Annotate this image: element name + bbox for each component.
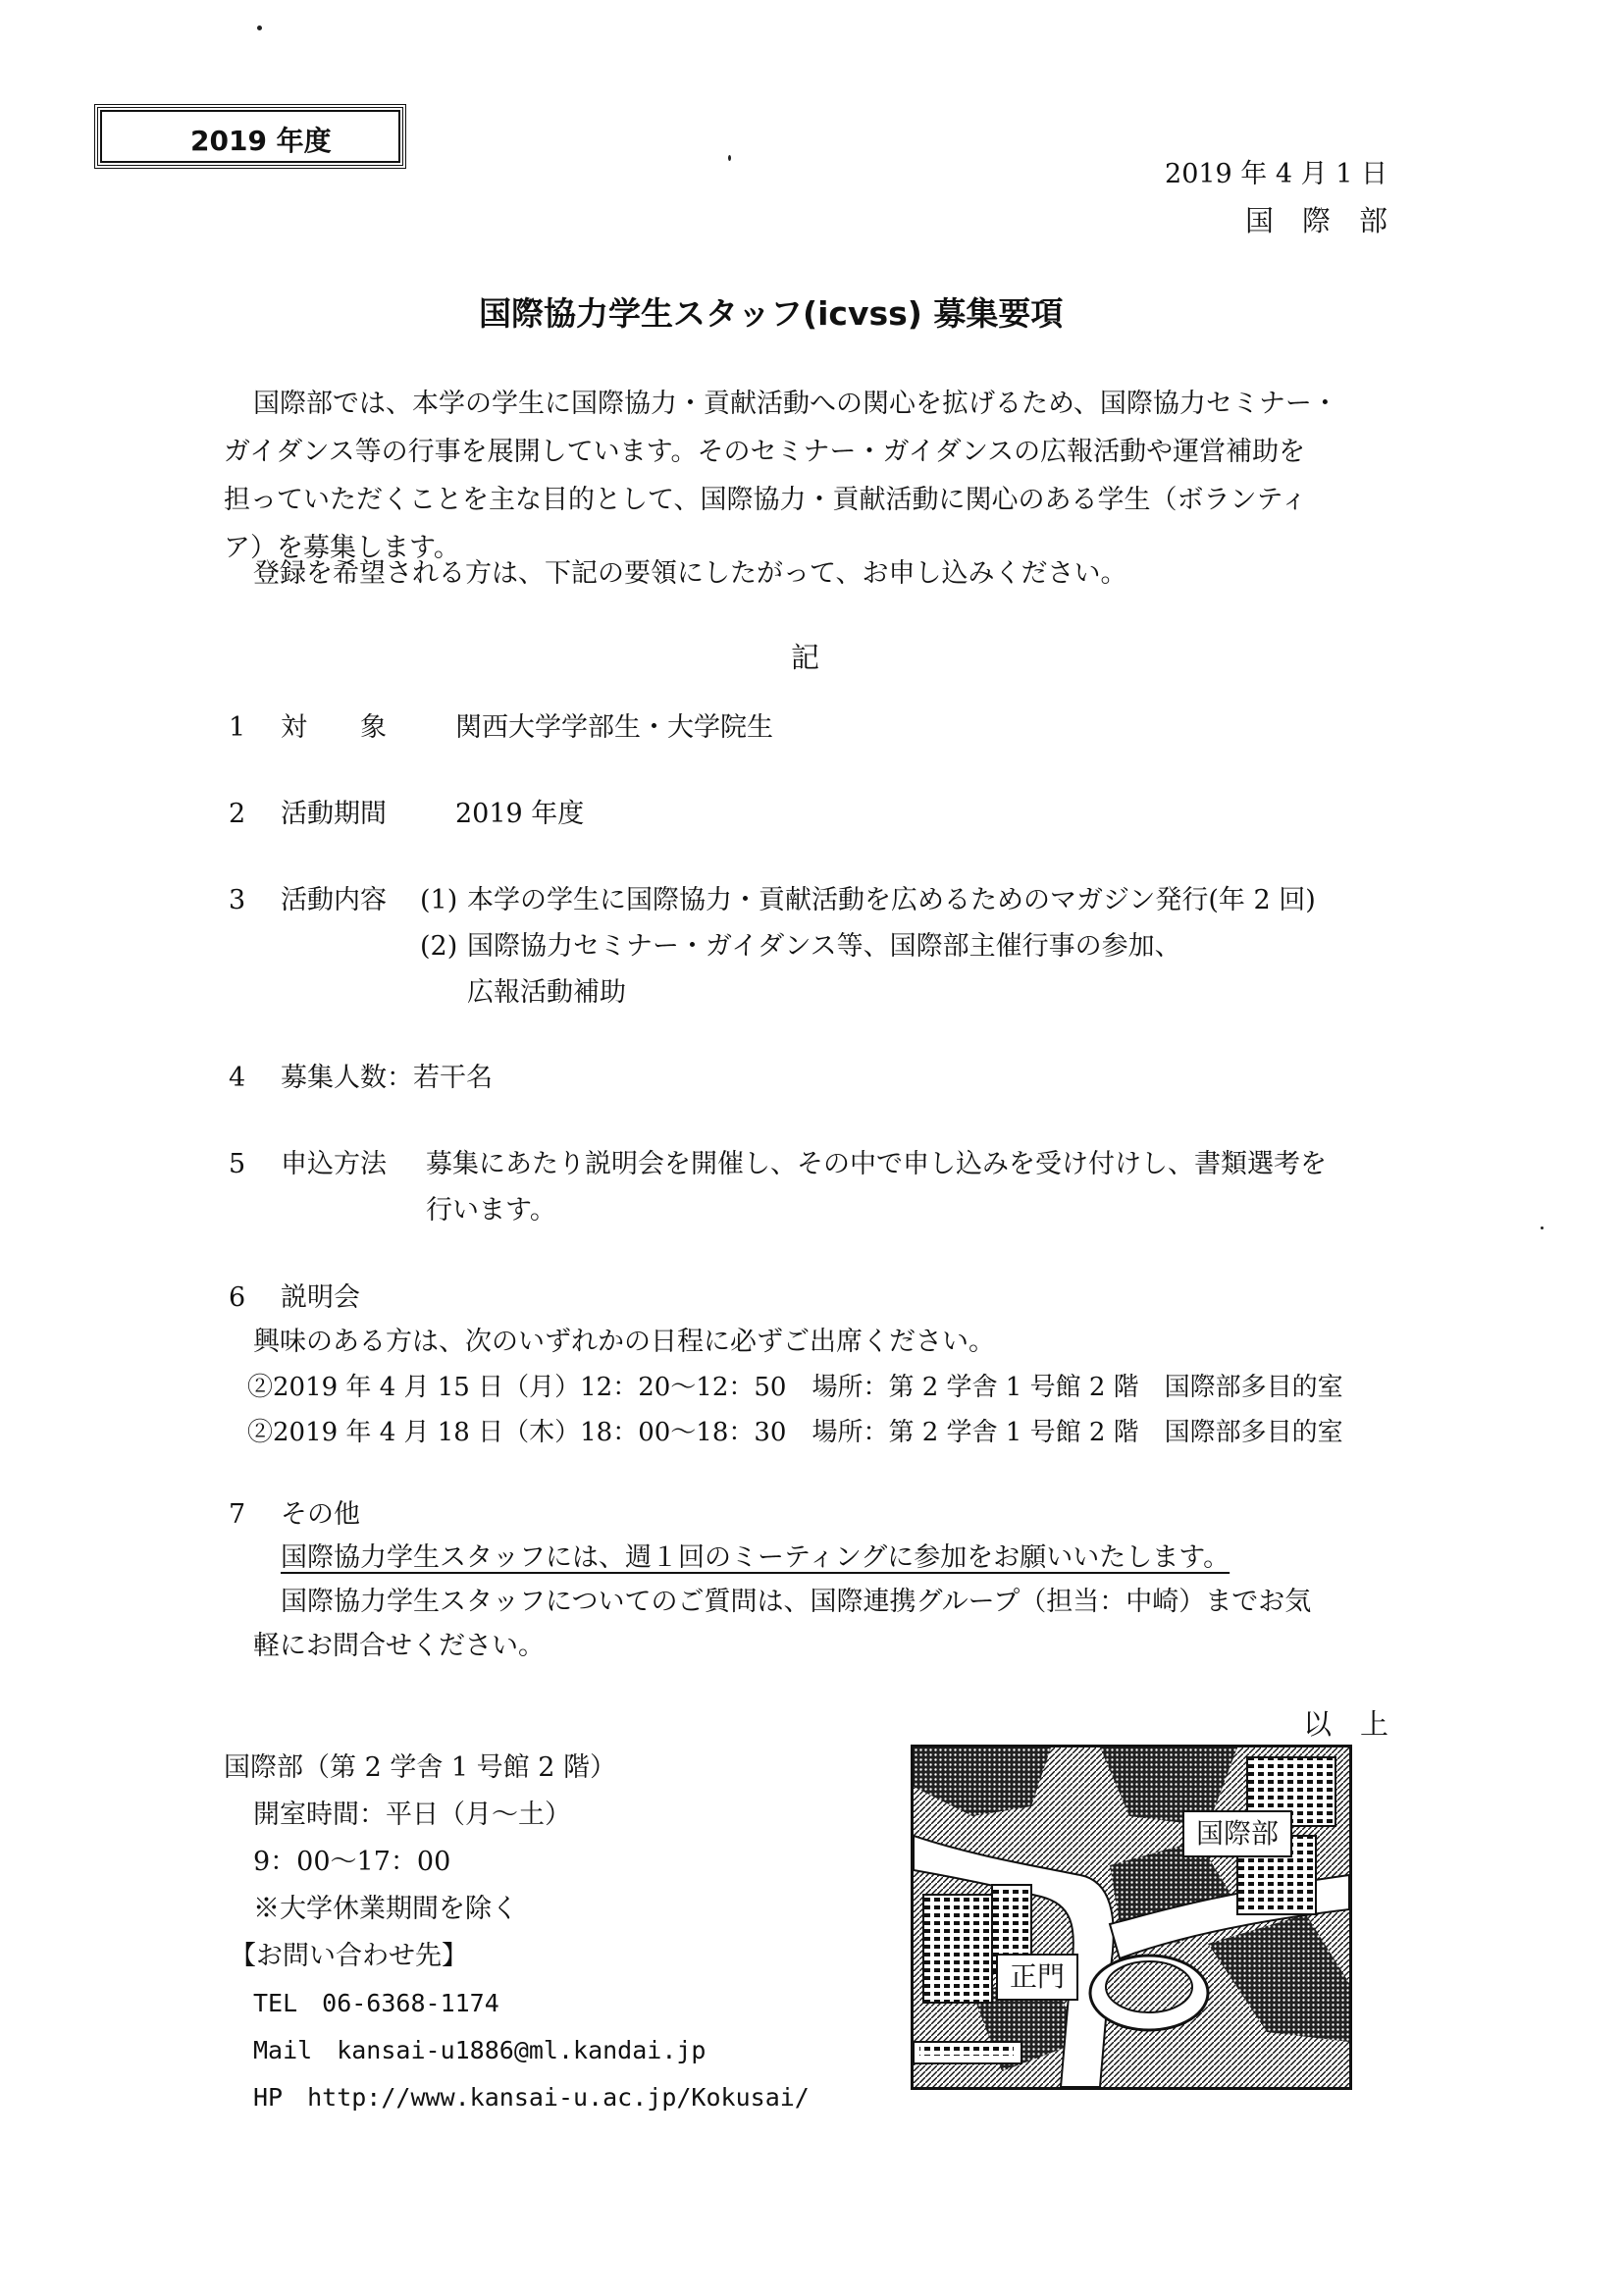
contact-office: 国際部（第 2 学舎 1 号館 2 階） xyxy=(224,1752,617,1783)
fiscal-year-box xyxy=(94,104,406,169)
issuer: 国 際 部 xyxy=(1244,204,1387,237)
item-5-value-1: 募集にあたり説明会を開催し、その中で申し込みを受け付けし、書類選考を xyxy=(426,1149,1327,1179)
item-4-number: 4 xyxy=(229,1063,246,1093)
item-3-sub-1-number: (1) xyxy=(420,885,458,915)
issue-date: 2019 年 4 月 1 日 xyxy=(1165,159,1387,189)
closing-mark: 以 上 xyxy=(1303,1707,1389,1741)
contact-note: ※大学休業期間を除く xyxy=(253,1894,518,1924)
scan-speck xyxy=(728,155,731,161)
item-3-sub-2: 国際協力セミナー・ガイダンス等、国際部主催行事の参加、 xyxy=(467,931,1181,962)
page-title: 国際協力学生スタッフ(icvss) 募集要項 xyxy=(479,294,1064,333)
item-1-value: 関西大学学部生・大学院生 xyxy=(455,712,773,743)
contact-inquiry-heading: 【お問い合わせ先】 xyxy=(230,1941,468,1971)
item-4-label: 募集人数：若干名 xyxy=(281,1063,493,1093)
ki-mark: 記 xyxy=(791,641,820,674)
item-3-label: 活動内容 xyxy=(281,885,387,915)
map-label-seimon: 正門 xyxy=(996,1954,1078,2001)
item-1-number: 1 xyxy=(229,712,246,743)
contact-hours: 9：00～17：00 xyxy=(253,1847,451,1877)
item-3-sub-2-number: (2) xyxy=(420,931,458,962)
item-7-number: 7 xyxy=(229,1499,246,1530)
contact-hours-label: 開室時間：平日（月～土） xyxy=(253,1800,571,1830)
campus-map-drawing xyxy=(914,1748,1349,2087)
intro-line-3: 担っていただくことを主な目的として、国際協力・貢献活動に関心のある学生（ボランティ xyxy=(224,485,1308,515)
item-2-label: 活動期間 xyxy=(281,799,387,829)
contact-mail: Mail kansai-u1886@ml.kandai.jp xyxy=(253,2036,707,2064)
campus-map xyxy=(911,1745,1352,2090)
item-2-number: 2 xyxy=(229,799,246,829)
session-1: ②2019 年 4 月 15 日（月）12：20～12：50 場所：第 2 学舎 1 号館 2 階 国際部多目的室 xyxy=(247,1373,1343,1402)
item-6-lead: 興味のある方は、次のいずれかの日程に必ずご出席ください。 xyxy=(253,1327,995,1357)
item-3-number: 3 xyxy=(229,885,246,915)
fiscal-year-label: 2019 年度 xyxy=(190,125,332,157)
item-7-line-1: 国際協力学生スタッフには、週１回のミーティングに参加をお願いいたします。 xyxy=(281,1542,1230,1573)
intro-line-1: 国際部では、本学の学生に国際協力・貢献活動への関心を拡げるため、国際協力セミナー・ xyxy=(253,389,1338,419)
intro-line-5: 登録を希望される方は、下記の要領にしたがって、お申し込みください。 xyxy=(253,558,1127,589)
intro-line-4: ア）を募集します。 xyxy=(224,533,460,563)
item-3-sub-1: 本学の学生に国際協力・貢献活動を広めるためのマガジン発行(年 2 回) xyxy=(467,885,1316,915)
item-3-sub-2-cont: 広報活動補助 xyxy=(467,977,626,1008)
item-5-value-2: 行います。 xyxy=(426,1195,556,1226)
item-1-label: 対 象 xyxy=(281,712,387,743)
item-7-line-3: 軽にお問合せください。 xyxy=(253,1631,545,1661)
session-2: ②2019 年 4 月 18 日（木）18：00～18：30 場所：第 2 学舎 1 号館 2 階 国際部多目的室 xyxy=(247,1418,1343,1447)
item-5-number: 5 xyxy=(229,1149,246,1179)
item-2-value: 2019 年度 xyxy=(455,799,585,829)
contact-tel: TEL 06-6368-1174 xyxy=(253,1989,499,2017)
item-6-label: 説明会 xyxy=(281,1282,360,1313)
intro-line-2: ガイダンス等の行事を展開しています。そのセミナー・ガイダンスの広報活動や運営補助を xyxy=(224,437,1306,467)
map-label-kokusai: 国際部 xyxy=(1182,1810,1292,1857)
contact-hp: HP http://www.kansai-u.ac.jp/Kokusai/ xyxy=(253,2083,810,2112)
item-5-label: 申込方法 xyxy=(281,1149,387,1179)
item-6-number: 6 xyxy=(229,1282,246,1313)
item-7-label: その他 xyxy=(281,1499,360,1530)
item-7-line-2: 国際協力学生スタッフについてのご質問は、国際連携グループ（担当：中崎）までお気 xyxy=(281,1587,1312,1617)
scan-speck xyxy=(257,26,262,30)
scan-speck xyxy=(1541,1226,1544,1229)
